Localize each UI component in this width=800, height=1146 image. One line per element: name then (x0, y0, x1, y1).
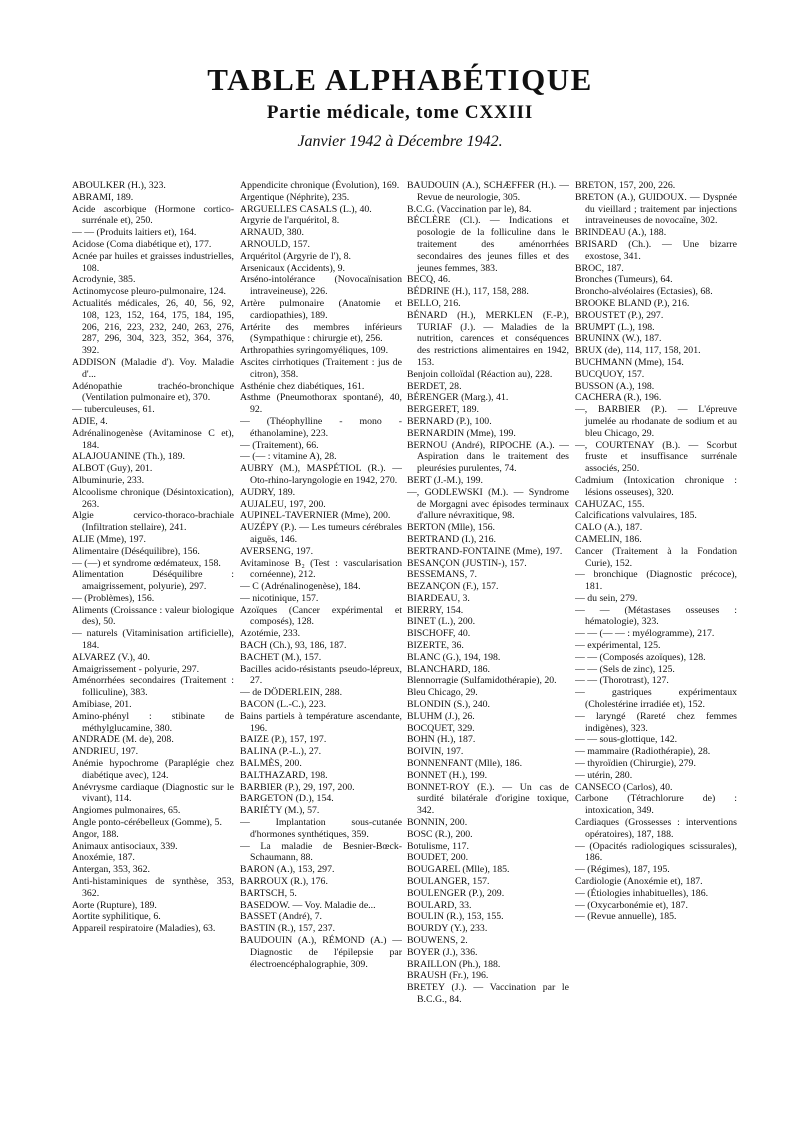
index-entry: BARROUX (R.), 176. (240, 876, 328, 888)
index-entry: Cardiologie (Anoxémie et), 187. (575, 876, 703, 888)
index-entry: BOULANGER, 157. (407, 876, 490, 888)
index-entry: Azotémie, 233. (240, 628, 301, 640)
index-columns (72, 180, 752, 1130)
index-entry: — — (Produits laitiers et), 164. (72, 227, 197, 239)
index-entry: Aorte (Rupture), 189. (72, 899, 157, 911)
index-entry: — gastriques expérimentaux (Cholestérine irradiée et), 152. (575, 687, 737, 711)
index-entry: — (Revue annuelle), 185. (575, 911, 677, 923)
index-column-2 (240, 180, 402, 970)
index-entry: Bacilles acido-résistants pseudo-lépreux, 27. (240, 663, 402, 687)
index-entry: Aménorrhées secondaires (Traitement : folliculine), 383. (72, 675, 234, 699)
index-entry: Adrénalinogenèse (Avitaminose C et), 184. (72, 427, 234, 451)
index-entry: BELLO, 216. (407, 297, 461, 309)
index-entry: BACON (L.-C.), 223. (240, 699, 326, 711)
index-entry: BARGETON (D.), 154. (240, 793, 334, 805)
index-entry: Amaigrissement - polyurie, 297. (72, 663, 200, 675)
index-entry: — (Oxycarbonémie et), 187. (575, 899, 688, 911)
index-entry: BRISARD (Ch.). — Une bizarre exostose, 341. (575, 238, 737, 262)
index-column-4 (575, 180, 737, 923)
index-entry: BUCHMANN (Mme), 154. (575, 356, 684, 368)
index-entry: Alimentation Déséquilibre : amaigrissement, polyurie), 297. (72, 569, 234, 593)
index-entry: BERGERET, 189. (407, 404, 479, 416)
index-entry: Bains partiels à température ascendante, 196. (240, 710, 402, 734)
index-entry: BOYER (J.), 336. (407, 946, 478, 958)
index-entry: BONNIN, 200. (407, 817, 468, 829)
index-entry: BUCQUOY, 157. (575, 368, 645, 380)
index-entry: — — sous-glottique, 142. (575, 734, 678, 746)
index-entry: BIARDEAU, 3. (407, 592, 470, 604)
index-column-1 (72, 180, 234, 935)
index-entry: ANDRIEU, 197. (72, 746, 139, 758)
index-entry: — naturels (Vitaminisation artificielle), 184. (72, 628, 234, 652)
index-entry: — du sein, 279. (575, 592, 638, 604)
index-entry: Arquéritol (Argyrie de l'), 8. (240, 250, 351, 262)
index-entry: CACHERA (R.), 196. (575, 392, 662, 404)
index-entry: Artère pulmonaire (Anatomie et cardiopathies), 189. (240, 297, 402, 321)
index-entry: BARTSCH, 5. (240, 887, 297, 899)
index-entry: ARNOULD, 157. (240, 238, 310, 250)
index-entry: BERTON (Mlle), 156. (407, 522, 495, 534)
index-entry: AVERSENG, 197. (240, 545, 314, 557)
index-entry: Anévrysme cardiaque (Diagnostic sur le vivant), 114. (72, 781, 234, 805)
index-entry: Cadmium (Intoxication chronique : lésions osseuses), 320. (575, 474, 737, 498)
index-entry: — Implantation sous-cutanée d'hormones synthétiques, 359. (240, 817, 402, 840)
index-entry: BERTRAND (I.), 216. (407, 533, 496, 545)
index-entry: BLUHM (J.), 26. (407, 710, 475, 722)
index-entry: AUDRY, 189. (240, 486, 296, 498)
index-entry: Avitaminose B₂ (Test : vascularisation cornéenne), 212. (240, 557, 402, 581)
index-entry: —, GODLEWSKI (M.). — Syndrome de Morgagni avec épisodes terminaux d'allure névraxitique, 98. (407, 486, 569, 522)
index-entry: Alimentaire (Déséquilibre), 156. (72, 545, 200, 557)
index-entry: AUBRY (M.), MASPÉTIOL (R.). — Oto-rhino-laryngologie en 1942, 270. (240, 463, 402, 486)
index-entry: ANDRADE (M. de), 208. (72, 734, 174, 746)
index-entry: BUSSON (A.), 198. (575, 380, 655, 392)
index-entry: BOULIN (R.), 153, 155. (407, 911, 504, 923)
index-entry: BONNET-ROY (E.). — Un cas de surdité bilatérale d'origine toxique, 342. (407, 781, 569, 817)
index-entry: — La maladie de Besnier-Bœck-Schaumann, 88. (240, 840, 402, 864)
index-entry: Arsenicaux (Accidents), 9. (240, 262, 346, 274)
index-entry: — expérimental, 125. (575, 640, 661, 652)
index-entry: BECQ, 46. (407, 274, 451, 286)
index-entry: — (Régimes), 187, 195. (575, 864, 670, 876)
index-entry: BÉNARD (H.), MERKLEN (F.-P.), TURIAF (J.). — Maladies de la nutrition, carences et conséquences des restrictions alimentaires en 1942, 153. (407, 309, 569, 368)
index-entry: Bronches (Tumeurs), 64. (575, 274, 673, 286)
index-entry: Ascites cirrhotiques (Traitement : jus de citron), 358. (240, 356, 402, 380)
index-entry: BOCQUET, 329. (407, 722, 475, 734)
index-entry: BLANCHARD, 186. (407, 663, 491, 675)
index-entry: — tuberculeuses, 61. (72, 404, 155, 416)
index-entry: BLANC (G.), 194, 198. (407, 651, 501, 663)
index-entry: — (— : vitamine A), 28. (240, 451, 337, 463)
index-entry: Botulisme, 117. (407, 840, 469, 852)
index-entry: Appendicite chronique (Évolution), 169. (240, 180, 400, 191)
index-entry: — nicotinique, 157. (240, 592, 319, 604)
index-entry: BALMÈS, 200. (240, 758, 302, 770)
index-entry: Anoxémie, 187. (72, 852, 135, 864)
index-entry: Asthme (Pneumothorax spontané), 40, 92. (240, 392, 402, 416)
index-entry: ADDISON (Maladie d'). Voy. Maladie d'... (72, 356, 234, 380)
index-entry: BERNOU (André), RIPOCHE (A.). — Aspiration dans le traitement des pleurésies purulentes, 74. (407, 439, 569, 475)
index-entry: — — (Sels de zinc), 125. (575, 663, 675, 675)
index-entry: BEZANÇON (F.), 157. (407, 581, 499, 593)
index-entry: BROC, 187. (575, 262, 624, 274)
page-subtitle: Partie médicale, tome CXXIII (266, 102, 534, 123)
index-entry: BÉDRINE (H.), 117, 158, 288. (407, 286, 529, 298)
index-entry: BRUX (de), 114, 117, 158, 201. (575, 345, 701, 357)
index-entry: BAIZE (P.), 157, 197. (240, 734, 327, 746)
index-entry: BOUDET, 200. (407, 852, 469, 864)
index-entry: BONNENFANT (Mlle), 186. (407, 758, 523, 770)
index-entry: CALO (A.), 187. (575, 522, 643, 534)
index-entry: ABOULKER (H.), 323. (72, 180, 166, 191)
index-entry: BIERRY, 154. (407, 604, 464, 616)
index-entry: Anémie hypochrome (Paraplégie chez diabétique avec), 124. (72, 758, 234, 781)
index-entry: — bronchique (Diagnostic précoce), 181. (575, 569, 737, 593)
index-entry: — (—) et syndrome œdémateux, 158. (72, 557, 221, 569)
index-entry: BERT (J.-M.), 199. (407, 474, 483, 486)
index-entry: BRUMPT (L.), 198. (575, 321, 655, 333)
index-entry: BRETON, 157, 200, 226. (575, 180, 676, 191)
index-entry: ADIE, 4. (72, 415, 108, 427)
index-entry: BERNARD (P.), 100. (407, 415, 492, 427)
index-entry: Cancer (Traitement à la Fondation Curie), 152. (575, 545, 737, 569)
index-entry: — — (Composés azoïques), 128. (575, 651, 706, 663)
index-entry: BALTHAZARD, 198. (240, 769, 328, 781)
index-entry: BOUWENS, 2. (407, 935, 468, 946)
index-entry: — (Traitement), 66. (240, 439, 319, 451)
index-entry: — (Problèmes), 156. (72, 592, 155, 604)
index-entry: CAHUZAC, 155. (575, 498, 645, 510)
index-entry: — (Opacités radiologiques scissurales), 186. (575, 840, 737, 864)
index-entry: Animaux antisociaux, 339. (72, 840, 178, 852)
index-entry: BINET (L.), 200. (407, 616, 476, 628)
index-entry: Antergan, 353, 362. (72, 864, 150, 876)
index-entry: BOIVIN, 197. (407, 746, 464, 758)
index-entry: —, COURTENAY (B.). — Scorbut fruste et insuffisance surrénale associés, 250. (575, 439, 737, 475)
index-entry: — — (Métastases osseuses : hématologie), 323. (575, 604, 737, 628)
index-entry: BROUSTET (P.), 297. (575, 309, 664, 321)
page-title: TABLE ALPHABÉTIQUE (207, 62, 593, 97)
index-entry: BRETON (A.), GUIDOUX. — Dyspnée du vieillard ; traitement par injections intraveineuses de novocaïne, 302. (575, 191, 737, 227)
index-entry: BÉRENGER (Marg.), 41. (407, 392, 509, 404)
index-entry: Angor, 188. (72, 828, 119, 840)
index-entry: Alcoolisme chronique (Désintoxication), 263. (72, 486, 234, 510)
index-entry: Appareil respiratoire (Maladies), 63. (72, 923, 216, 935)
index-column-3 (407, 180, 569, 1006)
index-entry: CAMELIN, 186. (575, 533, 642, 545)
index-entry: ALBOT (Guy), 201. (72, 463, 153, 475)
index-entry: BONNET (H.), 199. (407, 769, 488, 781)
index-entry: Arséno-intolérance (Novocaïnisation intraveineuse), 226. (240, 274, 402, 298)
index-entry: Argentique (Néphrite), 235. (240, 191, 350, 203)
index-entry: AUZÉPY (P.). — Les tumeurs cérébrales aiguës, 146. (240, 522, 402, 545)
index-entry: Aortite syphilitique, 6. (72, 911, 161, 923)
index-entry: — thyroïdien (Chirurgie), 279. (575, 758, 696, 770)
index-entry: ARGUELLES CASALS (L.), 40. (240, 203, 372, 215)
index-entry: BOURDY (Y.), 233. (407, 923, 488, 935)
index-entry: BÉCLÈRE (Cl.). — Indications et posologie de la folliculine dans le traitement des aménorrhées secondaires des jeunes filles et des jeunes femmes, 383. (407, 215, 569, 274)
index-entry: BACHET (M.), 157. (240, 651, 322, 663)
index-entry: Asthénie chez diabétiques, 161. (240, 380, 365, 392)
index-entry: — mammaire (Radiothérapie), 28. (575, 746, 711, 758)
index-entry: — C (Adrénalinogenèse), 184. (240, 581, 361, 593)
index-entry: BESSEMANS, 7. (407, 569, 477, 581)
index-entry: Acnée par huiles et graisses industrielles, 108. (72, 250, 234, 274)
index-entry: BOSC (R.), 200. (407, 828, 473, 840)
index-entry: BERNARDIN (Mme), 199. (407, 427, 516, 439)
index-entry: — — (— — : myélogramme), 217. (575, 628, 715, 640)
index-entry: BRINDEAU (A.), 188. (575, 227, 667, 239)
index-entry: BESANÇON (JUSTIN-), 157. (407, 557, 527, 569)
index-entry: ABRAMI, 189. (72, 191, 134, 203)
index-entry: BOULENGER (P.), 209. (407, 887, 505, 899)
index-entry: Acidose (Coma diabétique et), 177. (72, 238, 212, 250)
index-entry: Angiomes pulmonaires, 65. (72, 805, 181, 817)
index-entry: — (Théophylline - mono - éthanolamine), 223. (240, 415, 402, 439)
index-entry: Arthropathies syringomyéliques, 109. (240, 345, 389, 357)
index-entry: BARIÉTY (M.), 57. (240, 805, 320, 817)
index-entry: Algie cervico-thoraco-brachiale (Infiltration stellaire), 241. (72, 510, 234, 534)
index-entry: Aliments (Croissance : valeur biologique des), 50. (72, 604, 234, 628)
index-entry: BRUNINX (W.), 187. (575, 333, 662, 345)
index-entry: Acide ascorbique (Hormone cortico-surrénale et), 250. (72, 203, 234, 227)
index-entry: BOULARD, 33. (407, 899, 472, 911)
index-entry: BISCHOFF, 40. (407, 628, 471, 640)
index-entry: BERTRAND-FONTAINE (Mme), 197. (407, 545, 563, 557)
index-entry: Amino-phényl : stibinate de méthylglucamine, 380. (72, 710, 234, 734)
index-entry: BOUGAREL (Mlle), 185. (407, 864, 510, 876)
index-entry: ARNAUD, 380. (240, 227, 304, 239)
index-entry: BAUDOUIN (A.), SCHÆFFER (H.). — Revue de neurologie, 305. (407, 180, 569, 203)
index-entry: BROOKE BLAND (P.), 216. (575, 297, 690, 309)
index-entry: — laryngé (Rareté chez femmes indigènes), 323. (575, 710, 737, 734)
index-entry: — de DÖDERLEIN, 288. (240, 687, 343, 699)
index-entry: BAUDOUIN (A.), RÉMOND (A.) — Diagnostic de l'épilepsie par électroencéphalographie, 309. (240, 935, 402, 970)
index-entry: Adénopathie trachéo-bronchique (Ventilation pulmonaire et), 370. (72, 380, 234, 404)
index-entry: BERDET, 28. (407, 380, 462, 392)
index-entry: Blennorragie (Sulfamidothérapie), 20. (407, 675, 557, 687)
index-entry: AUJALEU, 197, 200. (240, 498, 326, 510)
index-entry: AUPINEL-TAVERNIER (Mme), 200. (240, 510, 391, 522)
index-entry: Azoïques (Cancer expérimental et composés), 128. (240, 604, 402, 628)
index-entry: BASEDOW. — Voy. Maladie de... (240, 899, 376, 911)
index-entry: Albuminurie, 233. (72, 474, 145, 486)
index-entry: Acrodynie, 385. (72, 274, 136, 286)
index-entry: Anti-histaminiques de synthèse, 353, 362. (72, 876, 234, 899)
date-range: Janvier 1942 à Décembre 1942. (297, 133, 503, 150)
index-entry: Calcifications valvulaires, 185. (575, 510, 697, 522)
index-entry: Actinomycose pleuro-pulmonaire, 124. (72, 286, 226, 298)
index-entry: CANSECO (Carlos), 40. (575, 781, 673, 793)
index-entry: ALAJOUANINE (Th.), 189. (72, 451, 185, 463)
index-entry: ALVAREZ (V.), 40. (72, 651, 150, 663)
index-entry: Benjoin colloïdal (Réaction au), 228. (407, 368, 553, 380)
index-entry: BASTIN (R.), 157, 237. (240, 923, 335, 935)
page-header (0, 62, 800, 152)
index-entry: BACH (Ch.), 93, 186, 187. (240, 640, 347, 652)
index-entry: ALIE (Mme), 197. (72, 533, 147, 545)
index-entry: BRETEY (J.). — Vaccination par le B.C.G., 84. (407, 982, 569, 1005)
index-entry: — utérin, 280. (575, 769, 633, 781)
index-entry: — — (Thorotrast), 127. (575, 675, 669, 687)
index-entry: Carbone (Tétrachlorure de) : intoxication, 349. (575, 793, 737, 817)
index-entry: BARON (A.), 153, 297. (240, 864, 335, 876)
index-entry: BRAUSH (Fr.), 196. (407, 970, 489, 982)
index-entry: BIZERTE, 36. (407, 640, 464, 652)
index-entry: Amibiase, 201. (72, 699, 132, 711)
index-entry: Cardiaques (Grossesses : interventions opératoires), 187, 188. (575, 817, 737, 840)
index-entry: BRAILLON (Ph.), 188. (407, 958, 501, 970)
index-entry: Angle ponto-cérébelleux (Gomme), 5. (72, 817, 222, 829)
index-entry: BASSET (André), 7. (240, 911, 323, 923)
index-entry: Bleu Chicago, 29. (407, 687, 478, 699)
index-entry: BARBIER (P.), 29, 197, 200. (240, 781, 355, 793)
index-entry: B.C.G. (Vaccination par le), 84. (407, 203, 532, 215)
index-entry: Argyrie de l'arquéritol, 8. (240, 215, 340, 227)
index-entry: Broncho-alvéolaires (Ectasies), 68. (575, 286, 713, 298)
index-entry: Artérite des membres inférieurs (Sympathique : chirurgie et), 256. (240, 321, 402, 345)
index-entry: BOHN (H.), 187. (407, 734, 476, 746)
index-entry: —, BARBIER (P.). — L'épreuve jumelée au rhodanate de sodium et au bleu Chicago, 29. (575, 404, 737, 439)
index-entry: BALINA (P.-L.), 27. (240, 746, 322, 758)
index-entry: Actualités médicales, 26, 40, 56, 92, 108, 123, 152, 164, 175, 184, 195, 206, 216, 223, 232, 240, 263, 276, 287, 296, 304, 323, 352, 364, 376, 392. (72, 297, 234, 357)
index-entry: BLONDIN (S.), 240. (407, 699, 490, 711)
index-entry: — (Étiologies inhabituelles), 186. (575, 887, 709, 899)
